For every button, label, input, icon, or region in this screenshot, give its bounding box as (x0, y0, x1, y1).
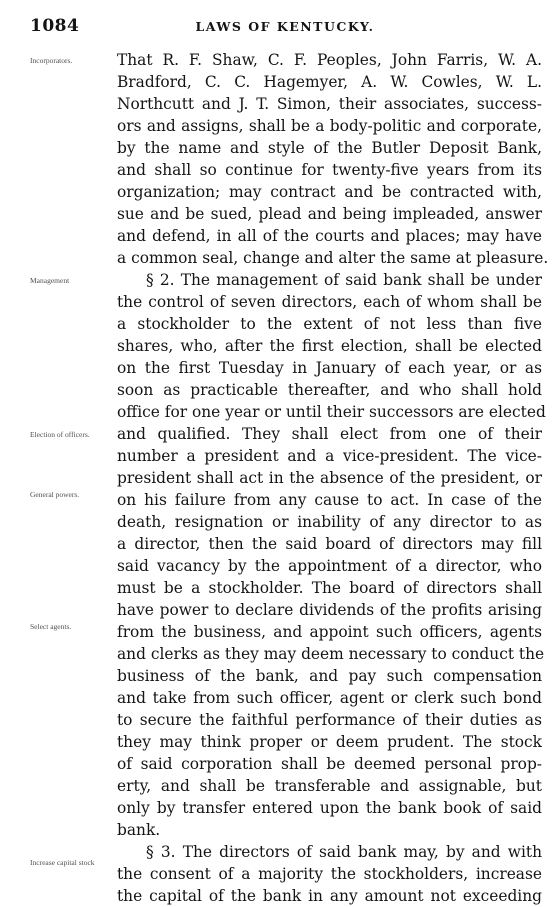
text-line: sue and be sued, plead and being impleaded, answer (117, 205, 542, 223)
margin-note-election-of-officers: Election of officers. (30, 430, 90, 439)
margin-note-incorporators: Incorporators. (30, 56, 73, 65)
text-line: from the business, and appoint such officers, agents (117, 623, 542, 641)
margin-note-increase-capital-stock: Increase capital stock (30, 858, 95, 867)
text-line: soon as practicable thereafter, and who shall hold (117, 381, 542, 399)
text-line: office for one year or until their successors are elected (117, 403, 546, 421)
text-line: death, resignation or inability of any director to as (117, 513, 542, 531)
text-line: and shall so continue for twenty-five years from its (117, 161, 542, 179)
text-line: of said corporation shall be deemed personal prop- (117, 755, 542, 773)
text-line: That R. F. Shaw, C. F. Peoples, John Farris, W. A. (117, 51, 542, 69)
section-3-start: § 3. The directors of said bank may, by and with (146, 843, 542, 861)
running-head: LAWS OF KENTUCKY. (195, 19, 375, 34)
text-line: and clerks as they may deem necessary to conduct the (117, 645, 545, 663)
text-line: bank. (117, 821, 161, 839)
text-line: ors and assigns, shall be a body-politic and corporate, (117, 117, 542, 135)
text-line: said vacancy by the appointment of a director, who (117, 557, 542, 575)
section-2-start: § 2. The management of said bank shall be under (146, 271, 542, 289)
text-line: to secure the faithful performance of their duties as (117, 711, 542, 729)
text-line: a director, then the said board of directors may fill (117, 535, 542, 553)
text-line: must be a stockholder. The board of directors shall (117, 579, 542, 597)
text-line: by the name and style of the Butler Deposit Bank, (117, 139, 542, 157)
text-line: they may think proper or deem prudent. The stock (117, 733, 542, 751)
text-line: a stockholder to the extent of not less than five (117, 315, 542, 333)
margin-note-management: Management (30, 276, 70, 285)
text-line: have power to declare dividends of the profits arising (117, 601, 542, 619)
text-line: the control of seven directors, each of whom shall be (117, 293, 542, 311)
text-line: and qualified. They shall elect from one of their (117, 425, 542, 443)
text-line: number a president and a vice-president. The vice- (117, 447, 542, 465)
text-line: shares, who, after the first election, shall be elected (117, 337, 542, 355)
margin-note-general-powers: General powers. (30, 490, 80, 499)
text-line: president shall act in the absence of the president, or (117, 469, 542, 487)
text-line: Bradford, C. C. Hagemyer, A. W. Cowles, W. L. (117, 73, 542, 91)
text-line: on his failure from any cause to act. In case of the (117, 491, 542, 509)
text-line: Northcutt and J. T. Simon, their associates, success- (117, 95, 542, 113)
text-line: the consent of a majority the stockholders, increase (117, 865, 542, 883)
page-number: 1084 (30, 16, 80, 36)
page-header (30, 16, 540, 40)
text-line: erty, and shall be transferable and assignable, but (117, 777, 542, 795)
text-line: and defend, in all of the courts and places; may have (117, 227, 542, 245)
text-line: business of the bank, and pay such compensation (117, 667, 542, 685)
text-line: the capital of the bank in any amount not exceeding (117, 887, 542, 905)
text-line: only by transfer entered upon the bank book of said (117, 799, 542, 817)
text-line: and take from such officer, agent or clerk such bond (117, 689, 542, 707)
text-line: on the first Tuesday in January of each year, or as (117, 359, 542, 377)
margin-note-select-agents: Select agents. (30, 622, 72, 631)
text-line: organization; may contract and be contracted with, (117, 183, 542, 201)
text-line: a common seal, change and alter the same at pleasure. (117, 249, 549, 267)
